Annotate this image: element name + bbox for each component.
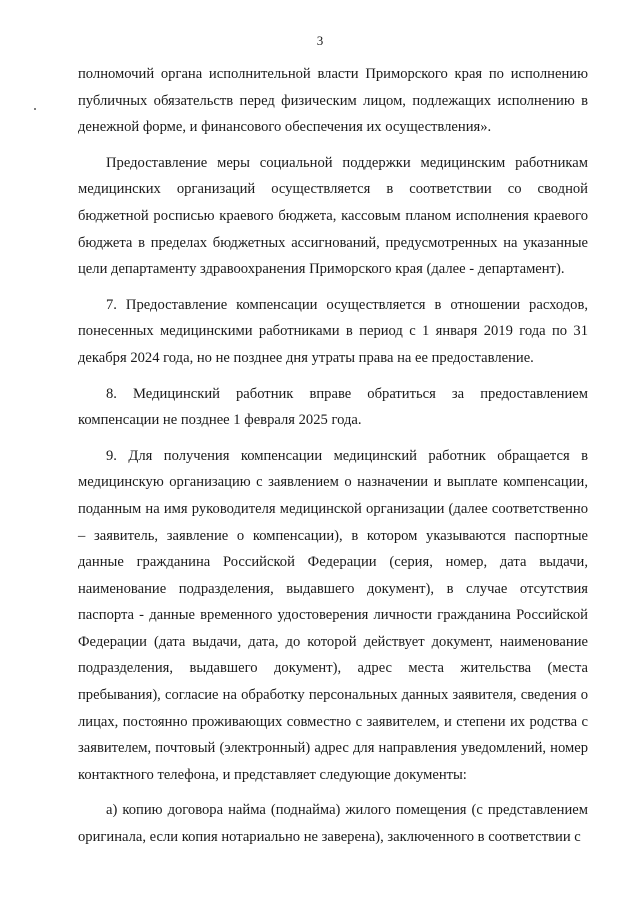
paragraph-item-7: 7. Предоставление компенсации осуществляется в отношении расходов, понесенных медицинскими работниками в период с 1 января 2019 года по 31 декабря 2024 года, но не позднее дня утраты права на ее предоставление. [78,296,588,366]
document-body [78,61,588,851]
scan-artifact-dot [34,108,36,110]
paragraph-item-9: 9. Для получения компенсации медицинский работник обращается в медицинскую организацию с заявлением о назначении и выплате компенсации, поданным на имя руководителя медицинской организации (далее соответственно – заявитель, заявление о компенсации), в котором указываются паспортные данные гражданина Российской Федерации (серия, номер, дата выдачи, наименование подразделения, выдавшего документ), в случае отсутствия паспорта - данные временного удостоверения личности гражданина Российской Федерации (дата выдачи, дата, до которой действует документ, наименование подразделения, выдавшего документ), адрес места жительства (места пребывания), согласие на обработку персональных данных заявителя, сведения о лицах, постоянно проживающих совместно с заявителем, и степени их родства с заявителем, почтовый (электронный) адрес для направления уведомлений, номер контактного телефона, и представляет следующие документы: [78,447,588,783]
paragraph-item-8: 8. Медицинский работник вправе обратиться за предоставлением компенсации не позднее 1 февраля 2025 года. [78,385,588,429]
paragraph-continuation: полномочий органа исполнительной власти Приморского края по исполнению публичных обязательств перед физическим лицом, подлежащих исполнению в денежной форме, и финансового обеспечения их осуществления». [78,66,588,136]
paragraph-subitem-a: а) копию договора найма (поднайма) жилого помещения (с представлением оригинала, если копия нотариально не заверена), заключенного в соответствии с [78,802,588,846]
page-number: 3 [316,33,324,48]
paragraph-funding: Предоставление меры социальной поддержки медицинским работникам медицинских организаций осуществляется в соответствии со сводной бюджетной росписью краевого бюджета, кассовым планом исполнения краевого бюджета в пределах бюджетных ассигнований, предусмотренных на указанные цели департаменту здравоохранения Приморского края (далее - департамент). [78,154,588,278]
